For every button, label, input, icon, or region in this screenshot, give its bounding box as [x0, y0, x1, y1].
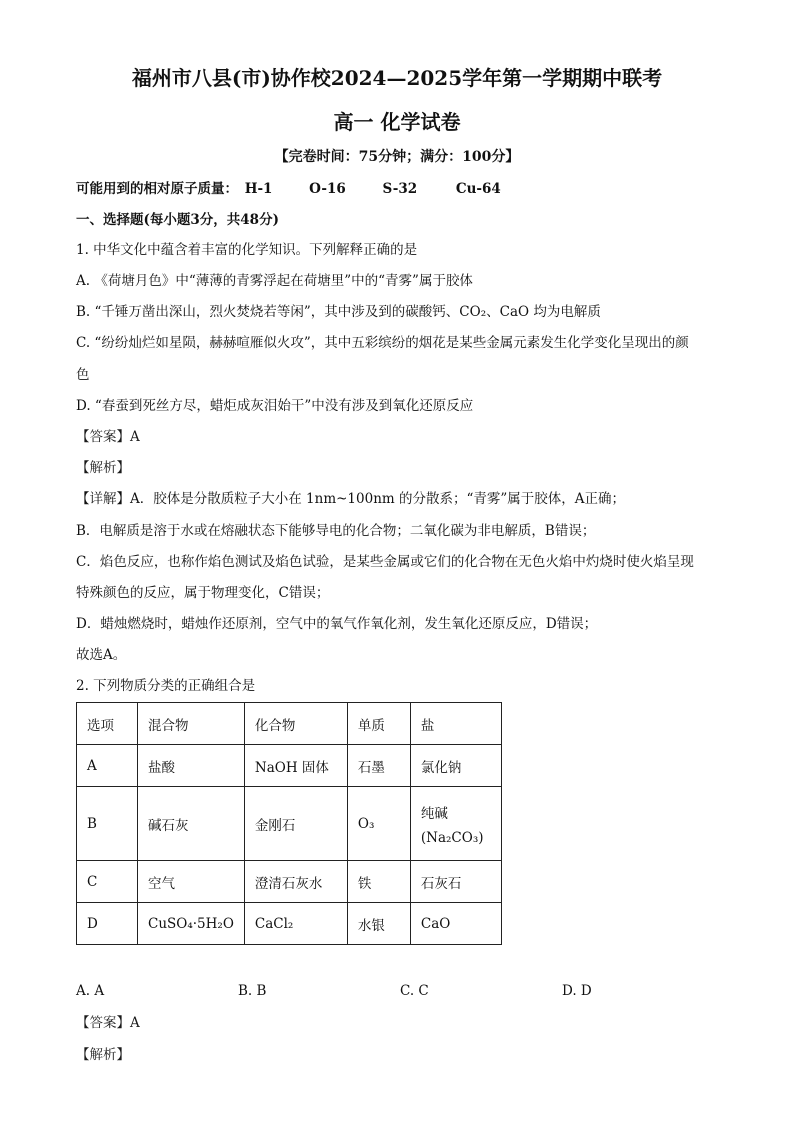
table-header-cell: 化合物: [244, 703, 347, 745]
choice-b: B. B: [238, 983, 267, 999]
table-row: [77, 745, 502, 787]
question-1-analysis-label: 【解析】: [76, 460, 130, 476]
table-cell: CaCl₂: [244, 903, 347, 945]
question-1-answer: 【答案】A: [76, 429, 140, 445]
table-header-cell: 选项: [77, 703, 138, 745]
table-row: [77, 861, 502, 903]
exam-info: 【完卷时间：75分钟；满分：100分】: [274, 149, 520, 165]
table-cell: 石灰石: [410, 861, 501, 903]
question-1-option-d: D. “春蚕到死丝方尽，蜡炬成灰泪始干”中没有涉及到氧化还原反应: [76, 398, 474, 414]
atomic-mass-item: O-16: [309, 181, 346, 197]
exam-subtitle: 高一 化学试卷: [333, 110, 461, 134]
choice-d: D. D: [562, 983, 592, 999]
table-cell: 澄清石灰水: [244, 861, 347, 903]
question-1-option-b: B. “千锤万凿出深山，烈火焚烧若等闲”，其中涉及到的碳酸钙、CO₂、CaO 均为电解质: [76, 304, 601, 320]
atomic-masses-label: 可能用到的相对原子质量：: [76, 181, 238, 197]
table-cell: O₃: [347, 787, 410, 861]
table-cell: CuSO₄·5H₂O: [138, 903, 245, 945]
question-1-option-a: A. 《荷塘月色》中“薄薄的青雾浮起在荷塘里”中的“青雾”属于胶体: [76, 273, 473, 289]
table-cell: 水银: [347, 903, 410, 945]
question-1-detail-d: D．蜡烛燃烧时，蜡烛作还原剂，空气中的氧气作氧化剂，发生氧化还原反应，D错误；: [76, 616, 598, 632]
table-cell: 碱石灰: [138, 787, 245, 861]
question-1-detail-c-cont: 特殊颜色的反应，属于物理变化，C错误；: [76, 585, 330, 601]
question-1-detail-a: 【详解】A．胶体是分散质粒子大小在 1nm~100nm 的分散系；“青雾”属于胶体，A正确；: [76, 491, 626, 507]
question-1-conclusion: 故选A。: [76, 647, 127, 663]
table-cell: 金刚石: [244, 787, 347, 861]
table-cell-line: 纯碱: [420, 805, 448, 822]
question-1-detail-b: B．电解质是溶于水或在熔融状态下能够导电的化合物；二氧化碳为非电解质，B错误；: [76, 523, 596, 539]
table-cell: 石墨: [347, 745, 410, 787]
atomic-mass-item: H-1: [244, 181, 273, 197]
section-heading: 一、选择题(每小题3分，共48分): [76, 212, 279, 228]
question-2-analysis-label: 【解析】: [76, 1047, 130, 1063]
table-cell: 铁: [347, 861, 410, 903]
question-1-option-c: C. “纷纷灿烂如星陨，赫赫喧雁似火攻”，其中五彩缤纷的烟花是某些金属元素发生化学变化呈现出的颜: [76, 335, 689, 351]
exam-title: 福州市八县(市)协作校2024—2025学年第一学期期中联考: [131, 66, 663, 90]
table-cell-line: (Na₂CO₃): [420, 829, 484, 846]
table-row: [77, 787, 502, 861]
table-cell: A: [77, 745, 138, 787]
question-1-stem: 1. 中华文化中蕴含着丰富的化学知识。下列解释正确的是: [76, 242, 418, 258]
table-row: [77, 903, 502, 945]
table-cell: 空气: [138, 861, 245, 903]
classification-table: [76, 702, 502, 945]
table-cell: 氯化钠: [410, 745, 501, 787]
choice-a: A. A: [76, 983, 105, 999]
question-1-option-c-cont: 色: [76, 367, 90, 383]
question-2-stem: 2. 下列物质分类的正确组合是: [76, 678, 256, 694]
question-2-answer: 【答案】A: [76, 1015, 140, 1031]
table-cell: B: [77, 787, 138, 861]
table-header-cell: 混合物: [138, 703, 245, 745]
atomic-masses: [76, 180, 501, 198]
table-cell: D: [77, 903, 138, 945]
table-cell: [410, 787, 501, 861]
question-1-detail-c: C．焰色反应，也称作焰色测试及焰色试验，是某些金属或它们的化合物在无色火焰中灼烧时使火焰呈现: [76, 554, 694, 570]
choice-c: C. C: [400, 983, 429, 999]
table-cell: C: [77, 861, 138, 903]
table-header-cell: 盐: [410, 703, 501, 745]
atomic-mass-item: Cu-64: [455, 181, 501, 197]
table-cell: 盐酸: [138, 745, 245, 787]
table-header-row: [77, 703, 502, 745]
table-cell: CaO: [410, 903, 501, 945]
table-header-cell: 单质: [347, 703, 410, 745]
atomic-mass-item: S-32: [382, 181, 418, 197]
table-cell: NaOH 固体: [244, 745, 347, 787]
